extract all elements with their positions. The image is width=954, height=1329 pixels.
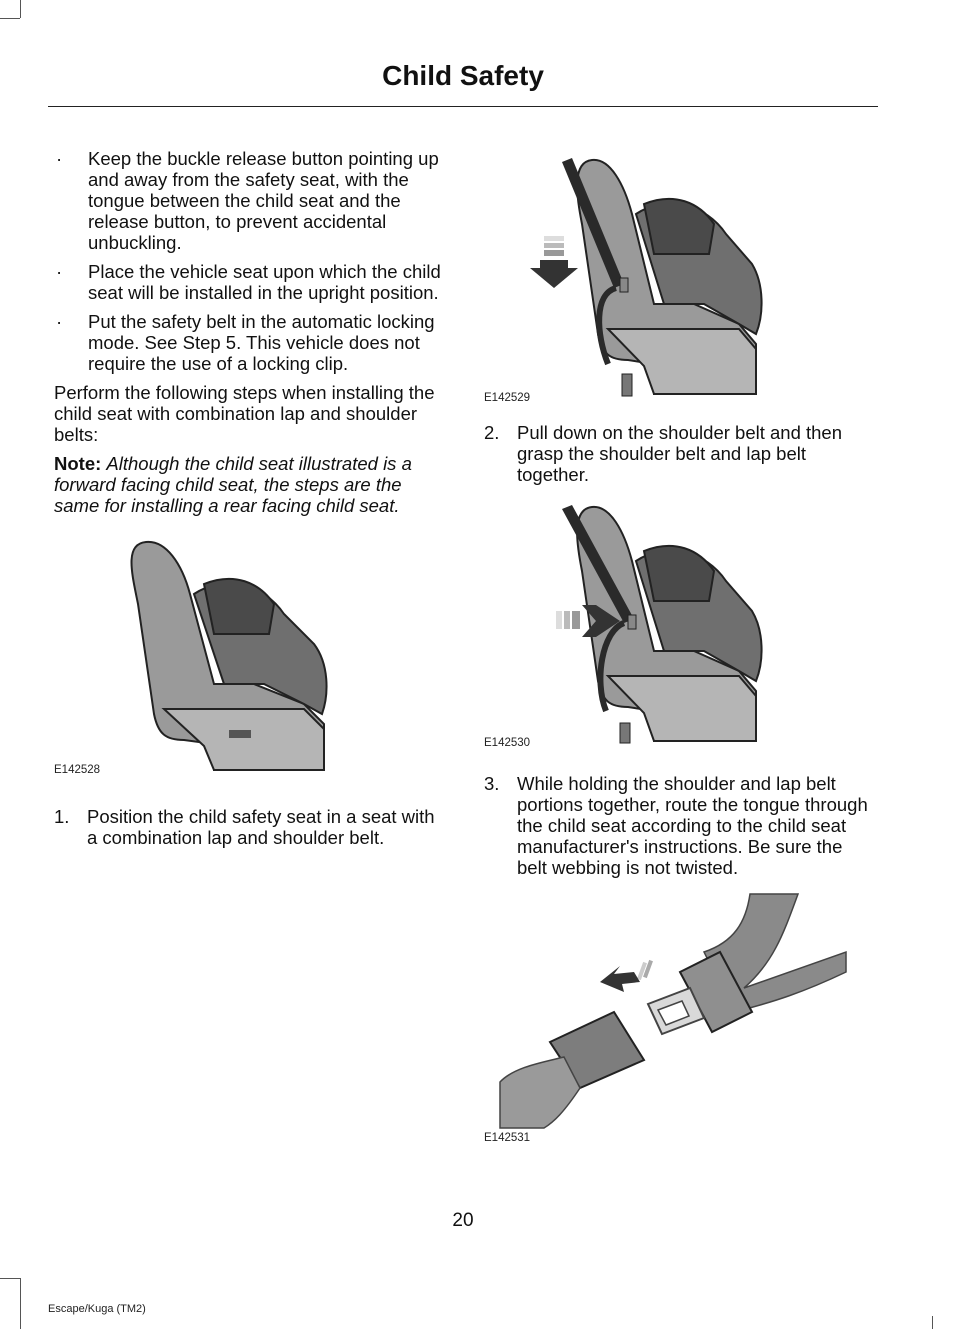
bullet-dot: · <box>56 311 63 332</box>
crop-mark <box>0 18 20 19</box>
note-text: Although the child seat illustrated is a forward facing child seat, the steps are the same for installing a rear facing child seat. <box>54 453 412 516</box>
belt-tongue-illustration <box>484 892 876 1138</box>
left-column <box>54 148 446 848</box>
crop-mark <box>20 0 21 18</box>
bullet-text: Put the safety belt in the automatic locking mode. See Step 5. This vehicle does not require the use of a locking clip. <box>88 311 435 374</box>
figure-label: E142529 <box>484 392 531 404</box>
crop-mark <box>20 1278 21 1329</box>
step-1 <box>54 806 446 848</box>
note-label: Note: <box>54 453 102 474</box>
figure-pull-shoulder-belt <box>484 154 876 412</box>
grasp-belts-illustration <box>484 501 876 747</box>
bullet-item <box>54 261 446 303</box>
crop-mark <box>932 1316 933 1329</box>
bullet-text: Keep the buckle release button pointing up and away from the safety seat, with the tongue between the child seat and the release button, to prevent accidental unbuckling. <box>88 148 439 253</box>
intro-paragraph: Perform the following steps when installing the child seat with combination lap and shoulder belts: <box>54 382 435 445</box>
step-number: 3. <box>484 773 500 794</box>
step-number: 2. <box>484 422 500 443</box>
bullet-dot: · <box>56 261 63 282</box>
pull-shoulder-belt-illustration <box>484 154 876 398</box>
step-3 <box>484 773 876 878</box>
bullet-item <box>54 311 446 374</box>
footer-text: Escape/Kuga (TM2) <box>48 1303 146 1315</box>
step-2 <box>484 422 876 485</box>
figure-label: E142528 <box>54 764 101 776</box>
page-number: 20 <box>452 1210 474 1231</box>
step-text: Position the child safety seat in a seat with a combination lap and shoulder belt. <box>87 806 435 848</box>
step-number: 1. <box>54 806 70 827</box>
figure-belt-tongue <box>484 892 876 1154</box>
header-rule <box>48 106 878 107</box>
figure-child-seat <box>54 534 446 796</box>
figure-label: E142530 <box>484 737 531 749</box>
page-title: Child Safety <box>382 60 544 91</box>
bullet-item <box>54 148 446 253</box>
bullet-text: Place the vehicle seat upon which the child seat will be installed in the upright position. <box>88 261 441 303</box>
right-column <box>484 148 876 1154</box>
step-text: While holding the shoulder and lap belt portions together, route the tongue through the child seat according to the child seat manufacturer's instructions. Be sure the belt webbing is not twisted. <box>517 773 868 878</box>
step-text: Pull down on the shoulder belt and then grasp the shoulder belt and lap belt together. <box>517 422 843 485</box>
figure-grasp-belts <box>484 501 876 763</box>
child-seat-illustration <box>54 534 446 774</box>
crop-mark <box>0 1278 20 1279</box>
figure-label: E142531 <box>484 1132 531 1144</box>
bullet-dot: · <box>56 148 63 169</box>
note-paragraph <box>54 453 446 516</box>
